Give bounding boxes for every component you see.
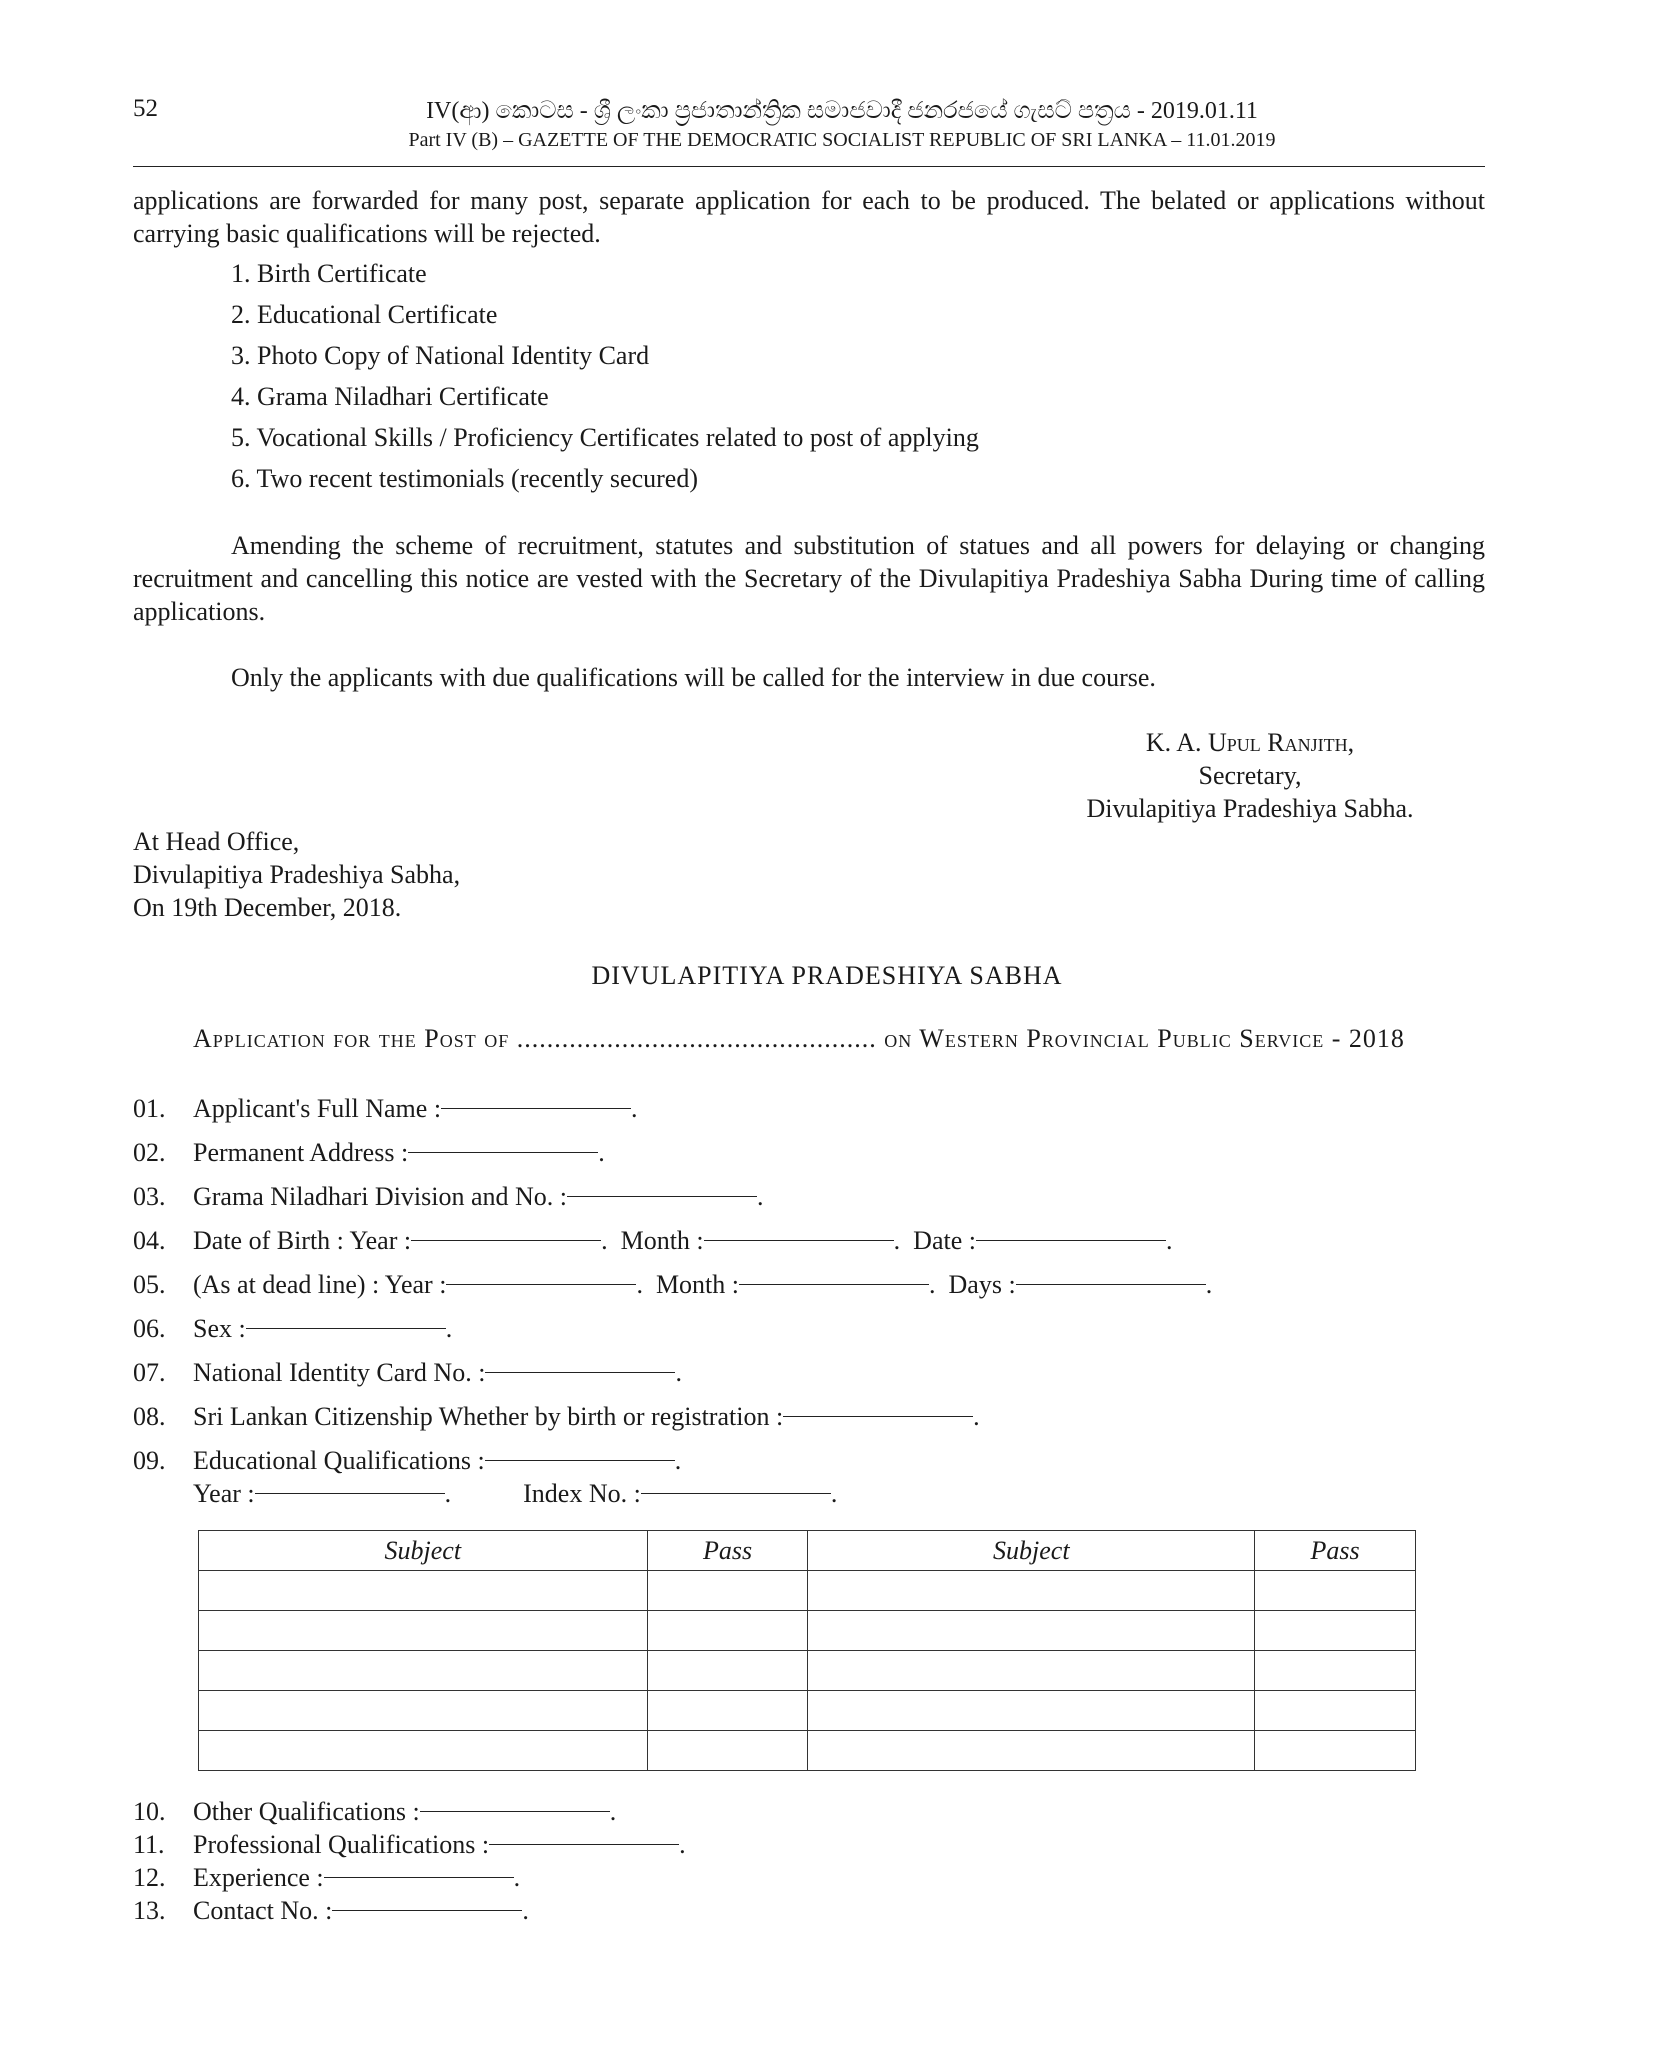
document-list-item: 4. Grama Niladhari Certificate [231,382,549,411]
document-list-item: 3. Photo Copy of National Identity Card [231,341,650,370]
period: . [757,1182,764,1211]
field-number: 07. [133,1358,166,1387]
field-label: Days : [948,1270,1016,1299]
field-number: 09. [133,1446,166,1475]
period: . [601,1226,608,1255]
period: . [929,1270,936,1299]
table-cell[interactable] [1255,1571,1416,1611]
period: . [830,1479,838,1508]
birth-date-blank[interactable] [976,1240,1166,1241]
table-cell[interactable] [808,1691,1255,1731]
form-application-title: Application for the Post of ................................................ on Western Provincial Public Service - 2018 [193,1024,1405,1053]
sex-blank[interactable] [246,1328,446,1329]
gn-division-blank[interactable] [567,1196,757,1197]
field-label: Permanent Address : [193,1138,409,1167]
index-no-blank[interactable] [641,1493,831,1494]
page-number: 52 [133,95,158,122]
table-cell[interactable] [808,1651,1255,1691]
period: . [1205,1270,1213,1299]
period: . [636,1270,643,1299]
field-label: Month : [655,1270,740,1299]
field-number: 12. [133,1863,166,1892]
age-month-blank[interactable] [739,1284,929,1285]
period: . [893,1226,901,1255]
document-list-item: 1. Birth Certificate [231,259,427,288]
period: . [674,1446,682,1475]
signatory-name: K. A. Upul Ranjith, [1145,728,1355,757]
field-label: Contact No. : [193,1896,333,1925]
period: . [513,1863,521,1892]
full-name-blank[interactable] [441,1108,631,1109]
period: . [609,1797,617,1826]
table-cell[interactable] [199,1651,648,1691]
field-label: Educational Qualifications : [193,1446,485,1475]
period: . [445,1314,453,1343]
education-blank[interactable] [485,1460,675,1461]
birth-month-blank[interactable] [704,1240,894,1241]
table-cell[interactable] [647,1571,808,1611]
column-header-pass: Pass [647,1531,808,1571]
address-blank[interactable] [408,1152,598,1153]
document-list-item: 5. Vocational Skills / Proficiency Certificates related to post of applying [231,423,979,452]
table-cell[interactable] [1255,1611,1416,1651]
field-label: Professional Qualifications : [193,1830,490,1859]
table-cell[interactable] [647,1651,808,1691]
form-organization-title: DIVULAPITIYA PRADESHIYA SABHA [591,961,1063,990]
field-number: 02. [133,1138,166,1167]
field-label: National Identity Card No. : [193,1358,486,1387]
field-label: Applicant's Full Name : [193,1094,442,1123]
age-year-blank[interactable] [446,1284,636,1285]
field-label: Grama Niladhari Division and No. : [193,1182,568,1211]
intro-paragraph: applications are forwarded for many post, separate application for each to be produced. The belated or applications without carrying basic qualifications will be rejected. [133,186,1485,248]
table-cell[interactable] [199,1691,648,1731]
field-label: Sex : [193,1314,246,1343]
contact-no-blank[interactable] [332,1910,522,1911]
period: . [679,1830,686,1859]
field-label: Date of Birth : Year : [193,1226,412,1255]
field-label: Experience : [193,1863,324,1892]
table-cell[interactable] [199,1731,648,1771]
field-number: 11. [133,1830,165,1859]
office-line: Divulapitiya Pradeshiya Sabha, [133,860,461,889]
table-cell[interactable] [647,1691,808,1731]
experience-blank[interactable] [324,1877,514,1878]
table-cell[interactable] [808,1611,1255,1651]
table-cell[interactable] [808,1731,1255,1771]
field-number: 13. [133,1896,166,1925]
table-cell[interactable] [1255,1691,1416,1731]
office-line: At Head Office, [133,827,300,856]
field-label: Month : [620,1226,704,1255]
header-divider [133,166,1485,167]
document-list-item: 2. Educational Certificate [231,300,498,329]
field-number: 10. [133,1797,166,1826]
table-cell[interactable] [647,1731,808,1771]
gazette-header-english: Part IV (B) – GAZETTE OF THE DEMOCRATIC SOCIALIST REPUBLIC OF SRI LANKA – 11.01.2019 [408,129,1276,151]
field-label: Other Qualifications : [193,1797,420,1826]
interview-paragraph: Only the applicants with due qualifications will be called for the interview in due course. [231,663,1156,692]
column-header-subject: Subject [199,1531,648,1571]
age-days-blank[interactable] [1016,1284,1206,1285]
table-row [199,1571,1416,1611]
period: . [631,1094,638,1123]
field-number: 03. [133,1182,166,1211]
field-label: Year : [193,1479,255,1508]
field-exam-year-index [193,1479,837,1509]
citizenship-blank[interactable] [783,1416,973,1417]
field-label: Sri Lankan Citizenship Whether by birth or registration : [193,1402,784,1431]
period: . [522,1896,529,1925]
field-label: Date : [913,1226,976,1255]
exam-year-blank[interactable] [255,1493,445,1494]
other-qualifications-blank[interactable] [420,1811,610,1812]
table-row [199,1691,1416,1731]
table-cell[interactable] [199,1611,648,1651]
field-number: 01. [133,1094,166,1123]
table-cell[interactable] [647,1611,808,1651]
period: . [675,1358,682,1387]
table-cell[interactable] [1255,1731,1416,1771]
table-cell[interactable] [1255,1651,1416,1691]
table-row [199,1651,1416,1691]
period: . [598,1138,605,1167]
table-header-row [199,1531,1416,1571]
field-label: Index No. : [523,1479,641,1508]
table-row [199,1611,1416,1651]
subjects-table [198,1530,1416,1771]
signatory-organization: Divulapitiya Pradeshiya Sabha. [1086,794,1414,823]
amendment-paragraph: Amending the scheme of recruitment, statutes and substitution of statues and all powers for delaying or changing recruitment and cancelling this notice are vested with the Secretary of the Divulapitiya Pradeshiya Sabha During time of calling applications. [133,531,1485,626]
professional-qualifications-blank[interactable] [489,1844,679,1845]
period: . [973,1402,980,1431]
column-header-pass: Pass [1255,1531,1416,1571]
field-number: 06. [133,1314,166,1343]
office-date: On 19th December, 2018. [133,893,402,922]
birth-year-blank[interactable] [411,1240,601,1241]
nic-blank[interactable] [485,1372,675,1373]
gazette-header-sinhala: IV(ආ) කොටස - ශ්‍රී ලංකා ප්‍රජාතාන්ත්‍රික සමාජවාදී ජනරජයේ ගැසට් පත්‍රය - 2019.01.11 [426,98,1258,124]
document-list-item: 6. Two recent testimonials (recently secured) [231,464,698,493]
field-number: 04. [133,1226,166,1255]
period: . [1165,1226,1173,1255]
period: . [444,1479,452,1508]
table-cell[interactable] [199,1571,648,1611]
field-number: 05. [133,1270,166,1299]
field-number: 08. [133,1402,166,1431]
table-row [199,1731,1416,1771]
field-label: (As at dead line) : Year : [193,1270,447,1299]
column-header-subject: Subject [808,1531,1255,1571]
signatory-title: Secretary, [1198,761,1302,790]
table-cell[interactable] [808,1571,1255,1611]
